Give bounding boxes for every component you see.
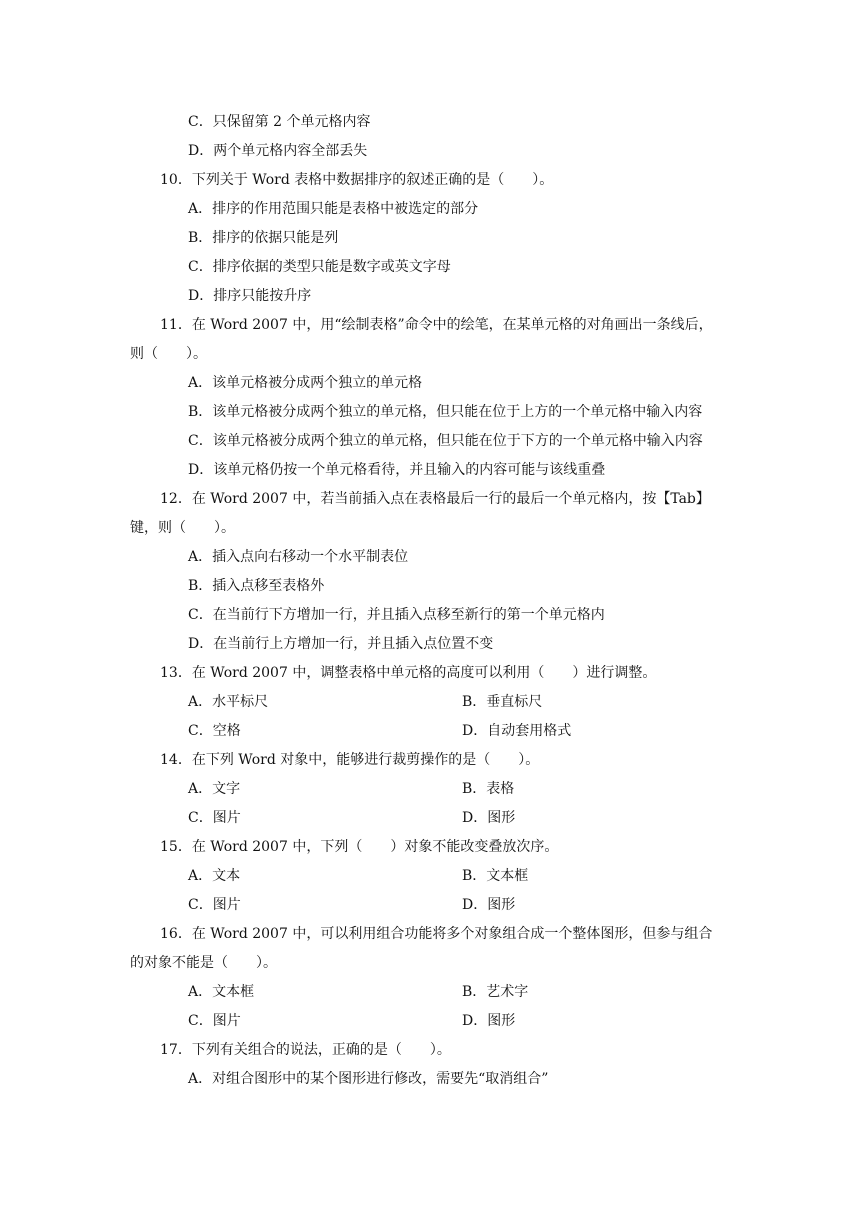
q15-option-d: D．图形 <box>462 897 516 913</box>
q15-option-b: B．文本框 <box>462 868 529 884</box>
q11-option-c: C．该单元格被分成两个独立的单元格，但只能在位于下方的一个单元格中输入内容 <box>188 433 703 449</box>
option-d-prev: D．两个单元格内容全部丢失 <box>188 143 368 159</box>
q13-option-c: C．空格 <box>188 723 241 739</box>
q12-option-a: A．插入点向右移动一个水平制表位 <box>188 549 409 565</box>
q12-option-b: B．插入点移至表格外 <box>188 578 325 594</box>
q10-option-b: B．排序的依据只能是列 <box>188 230 339 246</box>
q16-option-b: B．艺术字 <box>462 984 529 1000</box>
question-14: 14．在下列 Word 对象中，能够进行裁剪操作的是（ ）。 <box>160 752 540 768</box>
q11-option-b: B．该单元格被分成两个独立的单元格，但只能在位于上方的一个单元格中输入内容 <box>188 404 703 420</box>
question-12-cont: 键，则（ ）。 <box>130 520 235 536</box>
q16-option-a: A．文本框 <box>188 984 255 1000</box>
question-15: 15．在 Word 2007 中，下列（ ）对象不能改变叠放次序。 <box>160 839 559 855</box>
q11-option-a: A．该单元格被分成两个独立的单元格 <box>188 375 423 391</box>
q10-option-a: A．排序的作用范围只能是表格中被选定的部分 <box>188 201 479 217</box>
q16-option-d: D．图形 <box>462 1013 516 1029</box>
question-11-cont: 则（ ）。 <box>130 346 207 362</box>
question-10: 10．下列关于 Word 表格中数据排序的叙述正确的是（ ）。 <box>160 172 554 188</box>
question-12: 12．在 Word 2007 中，若当前插入点在表格最后一行的最后一个单元格内，按【Tab】 <box>160 491 710 507</box>
q13-option-b: B．垂直标尺 <box>462 694 543 710</box>
question-16: 16．在 Word 2007 中，可以利用组合功能将多个对象组合成一个整体图形，但参与组合 <box>160 926 713 942</box>
q12-option-d: D．在当前行上方增加一行，并且插入点位置不变 <box>188 636 494 652</box>
q14-option-c: C．图片 <box>188 810 241 826</box>
question-13: 13．在 Word 2007 中，调整表格中单元格的高度可以利用（ ）进行调整。 <box>160 665 657 681</box>
q14-option-d: D．图形 <box>462 810 516 826</box>
option-c-prev: C．只保留第 2 个单元格内容 <box>188 114 371 130</box>
q14-option-b: B．表格 <box>462 781 515 797</box>
q13-option-d: D．自动套用格式 <box>462 723 572 739</box>
q14-option-a: A．文字 <box>188 781 241 797</box>
q15-option-c: C．图片 <box>188 897 241 913</box>
q17-option-a: A．对组合图形中的某个图形进行修改，需要先“取消组合” <box>188 1071 549 1087</box>
q13-option-a: A．水平标尺 <box>188 694 269 710</box>
q12-option-c: C．在当前行下方增加一行，并且插入点移至新行的第一个单元格内 <box>188 607 605 623</box>
q15-option-a: A．文本 <box>188 868 241 884</box>
question-16-cont: 的对象不能是（ ）。 <box>130 955 277 971</box>
q11-option-d: D．该单元格仍按一个单元格看待，并且输入的内容可能与该线重叠 <box>188 462 606 478</box>
q10-option-d: D．排序只能按升序 <box>188 288 312 304</box>
question-11: 11．在 Word 2007 中，用“绘制表格”命令中的绘笔，在某单元格的对角画出一条线后， <box>160 317 713 333</box>
q16-option-c: C．图片 <box>188 1013 241 1029</box>
q10-option-c: C．排序依据的类型只能是数字或英文字母 <box>188 259 451 275</box>
question-17: 17．下列有关组合的说法，正确的是（ ）。 <box>160 1042 451 1058</box>
